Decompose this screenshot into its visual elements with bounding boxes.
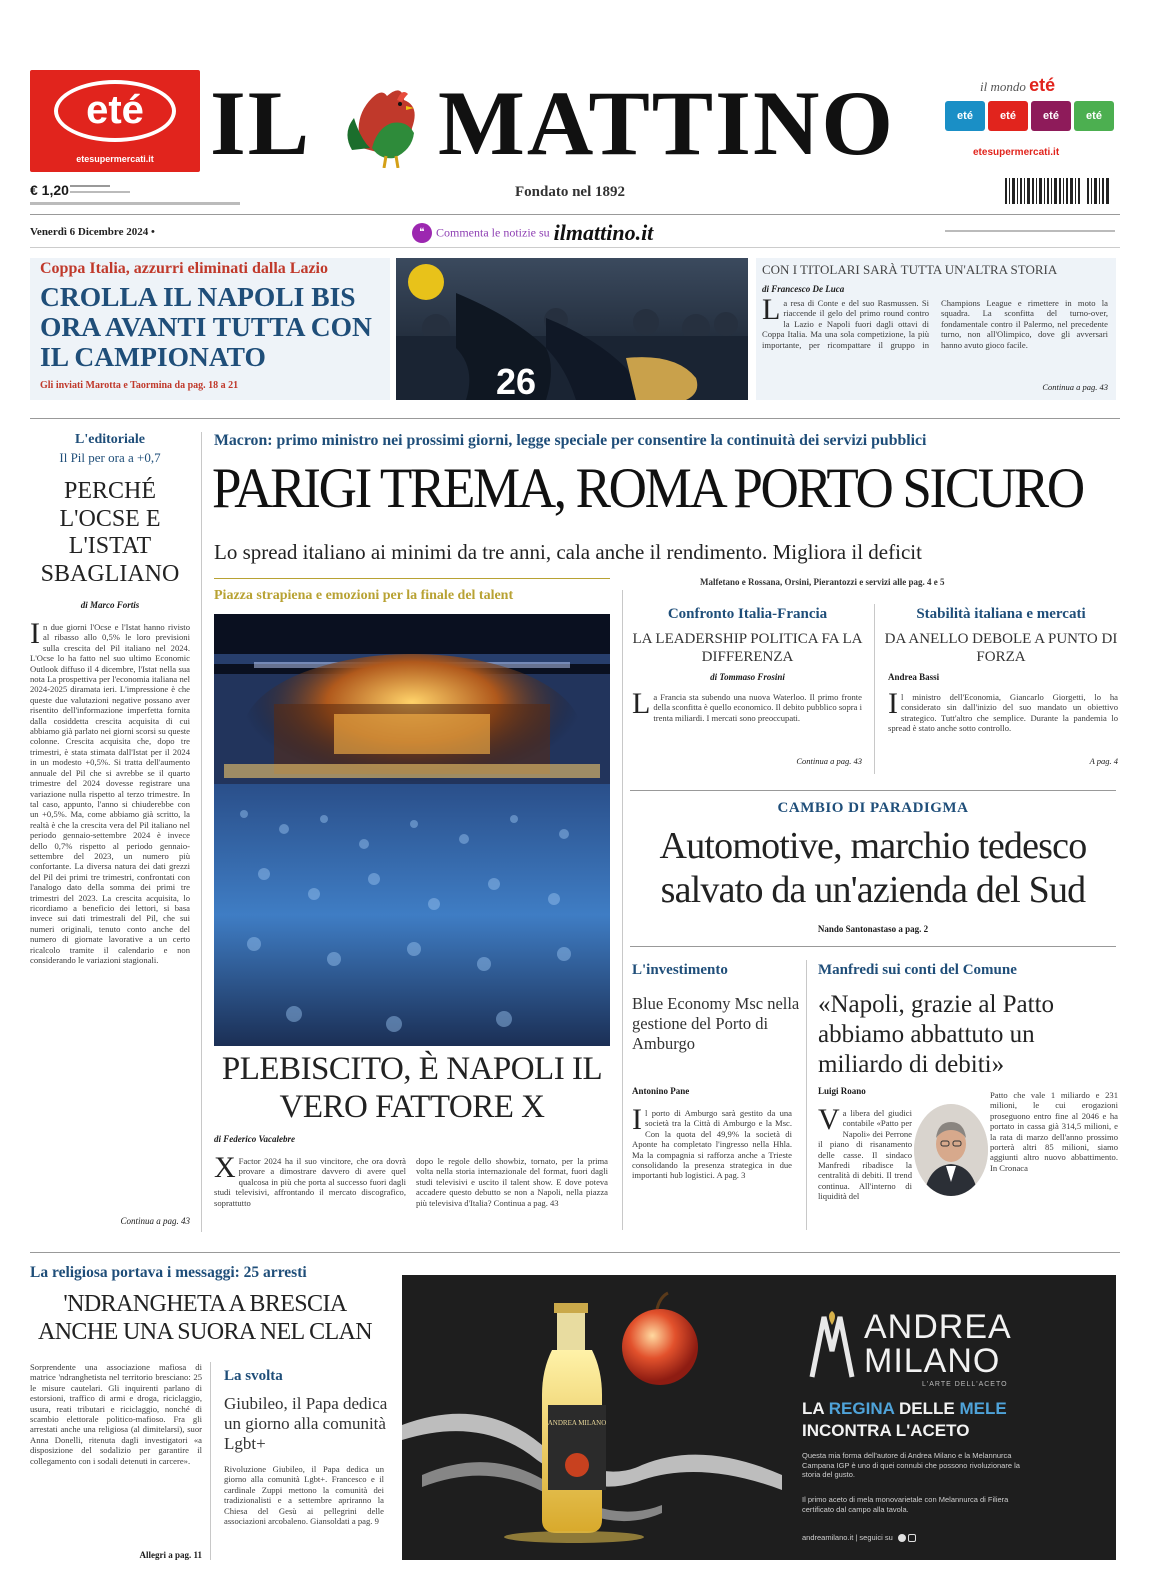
- manfredi-author: Luigi Roano: [818, 1086, 866, 1096]
- stability-body: Il ministro dell'Economia, Giancarlo Giorgetti, lo ha considerato sin dall'inizio del suo mandato un obiettivo strategico. Tutt'altro che semplice. Durante la pandemia lo spread è stato anche sotto controllo.: [888, 692, 1118, 734]
- concert-body-left: XFactor 2024 ha il suo vincitore, che ora dovrà provare a dimostrare davvero di avere quel qualcosa in più che porta al successo fuori dagli studi televisivi, affrontando il mercato discografico, soprattutto: [214, 1156, 406, 1208]
- mini-logo-ete-purple: eté: [1031, 101, 1071, 131]
- investment-divider: [806, 960, 807, 1230]
- ad-slogan-la: LA: [802, 1399, 829, 1418]
- facebook-icon[interactable]: [898, 1534, 906, 1542]
- sport-side-continue[interactable]: Continua a pag. 43: [1042, 382, 1108, 392]
- sport-kicker: Coppa Italia, azzurri eliminati dalla Lazio: [40, 260, 328, 277]
- comment-icon: ❝: [412, 223, 432, 243]
- ad-slogan-regina: REGINA: [828, 1399, 895, 1418]
- ndrangheta-continue[interactable]: Allegri a pag. 11: [139, 1550, 202, 1560]
- jersey-number: 26: [496, 361, 537, 400]
- concert-headline[interactable]: PLEBISCITO, È NAPOLI IL VERO FATTORE X: [221, 1051, 603, 1125]
- ad-footer-text: andreamilano.it | seguici su: [802, 1533, 893, 1542]
- concert-photo: [214, 614, 610, 1046]
- automotive-bottom-rule: [630, 946, 1116, 947]
- ad-footer: [802, 1533, 1032, 1542]
- editorial-kicker: L'editoriale: [75, 432, 145, 447]
- comment-site-link[interactable]: ilmattino.it: [553, 220, 654, 245]
- ad-slogan-line2: INCONTRA L'ACETO: [802, 1421, 970, 1440]
- promo-label: il mondo: [980, 79, 1026, 94]
- ete-site: etesupermercati.it: [76, 154, 154, 164]
- concert-divider: [622, 590, 623, 1230]
- stability-author: Andrea Bassi: [888, 672, 940, 682]
- france-title[interactable]: LA LEADERSHIP POLITICA FA LA DIFFERENZA: [632, 631, 863, 665]
- editorial-continue[interactable]: Continua a pag. 43: [120, 1216, 190, 1226]
- football-scene: [396, 258, 748, 400]
- editorial-subkicker: Il Pil per ora a +0,7: [59, 450, 161, 465]
- ad-body-2: Il primo aceto di mela monovarietale con Melannurca di Filiera certificato dal campo alla tavola.: [802, 1495, 1009, 1514]
- automotive-rule: [630, 790, 1116, 791]
- svolta-kicker: La svolta: [224, 1368, 283, 1384]
- editorial-divider: [201, 432, 202, 1232]
- concert-kicker: Piazza strapiena e emozioni per la finale del talent: [214, 588, 514, 603]
- france-kicker: Confronto Italia-Francia: [667, 606, 828, 622]
- ad-body: Questa mia forma dell'autore di Andrea Milano e la Melannurca Campana IGP è uno di quei connubi che possono rivoluzionare la storia del gusto.: [802, 1451, 1020, 1479]
- ad-brand-top: ANDREA: [864, 1308, 1012, 1346]
- main-kicker: Macron: primo ministro nei prossimi giorni, legge speciale per consentire la continuità dei servizi pubblici: [214, 432, 927, 449]
- mini-logo-ete-red: eté: [988, 101, 1028, 131]
- france-author: di Tommaso Frosini: [710, 672, 785, 682]
- banner-rule: [30, 418, 1120, 419]
- manfredi-body-left: Va libera del giudici contabile «Patto per Napoli» dei Perrone il piano di risanamento delle casse. Il sindaco Manfredi ribadisce la centralità di debiti. Il trend continua. All'interno di liquidità del: [818, 1108, 912, 1202]
- date-rule: [30, 247, 1120, 248]
- masthead-rule: [30, 214, 1120, 215]
- ad-brand-tag: L'ARTE DELL'ACETO: [922, 1381, 1008, 1388]
- sport-side-body: La resa di Conte e del suo Rasmussen. Si riaccende il gelo del primo round contro la Lazio e Napoli fuori dagli ottavi di Coppa Italia. Ma una sola competizione, la più importante, per ricompattare il gruppo in Champions League e rimettere in moto la squadra. La sconfitta del turno-over, fondamentale contro il Palermo, nel precedente turno, non all'Olimpico, dove gli avversari hanno avuto gioco facile.: [762, 298, 1108, 350]
- stability-continue[interactable]: A pag. 4: [1089, 756, 1118, 766]
- lower-section-rule: [30, 1252, 1120, 1253]
- ad-slogan-line1: [802, 1399, 1102, 1419]
- ad-slogan-delle: DELLE: [894, 1399, 960, 1418]
- concert-rule: [214, 578, 610, 579]
- svolta-title[interactable]: Giubileo, il Papa dedica un giorno alla comunità Lgbt+: [224, 1394, 388, 1453]
- masthead-mattino: MATTINO: [438, 72, 895, 174]
- france-continue[interactable]: Continua a pag. 43: [796, 756, 862, 766]
- sport-refs: Gli inviati Marotta e Taormina da pag. 18 a 21: [40, 380, 239, 391]
- sport-side-title: CON I TITOLARI SARÀ TUTTA UN'ALTRA STORIA: [762, 262, 1058, 277]
- investment-title[interactable]: Blue Economy Msc nella gestione del Porto di Amburgo: [632, 994, 800, 1053]
- ad-brand-bottom: MILANO: [864, 1342, 1001, 1380]
- ete-logo: eté: [54, 80, 176, 142]
- svolta-body: Rivoluzione Giubileo, il Papa dedica un giorno alla comunità Lgbt+. Francesco e il cardinale Zuppi mettono la comunità dei tradizionalisti e a settembre apriranno la Chiesa del Gesù ai pellegrini delle associazioni arcobaleno. Giansoldati a pag. 9: [224, 1464, 384, 1527]
- person-avatar-icon: [914, 1104, 988, 1196]
- ndrangheta-headline[interactable]: 'NDRANGHETA A BRESCIA ANCHE UNA SUORA NEL CLAN: [37, 1291, 373, 1345]
- editorial-title[interactable]: PERCHÉ L'OCSE E L'ISTAT SBAGLIANO: [40, 478, 180, 587]
- manfredi-portrait: [914, 1104, 988, 1196]
- investment-body: Il porto di Amburgo sarà gestito da una società tra la Città di Amburgo e la Msc. Con la quota del 49,9% la società di Aponte ha completato l'ingresso nella Hhla. Ma la compagnia si rafforza anche a Trieste consolidando la presenza strategica in due importanti hub logistici. A pag. 3: [632, 1108, 792, 1181]
- founded: Fondato nel 1892: [514, 184, 625, 200]
- plebiscito-stage-scene: [214, 614, 610, 1046]
- sport-side-author: di Francesco De Luca: [762, 284, 845, 294]
- france-body: La Francia sta subendo una nuova Waterloo. Il primo fronte della sconfitta è quello economico. Il debito pubblico sopra i trenta miliardi. I mercati sono preoccupati.: [632, 692, 862, 723]
- main-subhead: Lo spread italiano ai minimi da tre anni, cala anche il rendimento. Migliora il deficit: [214, 540, 922, 564]
- sport-banner[interactable]: [30, 258, 390, 400]
- editorial-body: In due giorni l'Ocse e l'Istat hanno rivisto al ribasso allo 0,5% le loro previsioni sulla crescita del Pil italiano nel 2024. L'Ocse lo ha fatto nel suo ultimo Economic Outlook diffuso il 4 dicembre, l'Istat nella sua nota La prospettiva per l'economia italiana nel 2024-2025 diramata ieri. L'impressione è che queste due valutazioni negative possano aver risentito dell'informazione imperfetta fornita dalla cosiddetta crescita acquisita di cui abbiamo già parlato nei giorni scorsi su queste colonne. Crescita acquisita che, dopo tre trimestri, è stata stimata dall'Istat per il 2024 in un modesto +0,5%. Si tratta dell'aumento annuale del Pil che si avrebbe se il quarto trimestre del 2024 dovesse registrare una variazione nulla rispetto al terzo trimestre. In tal caso, appunto, l'anno si chiuderebbe con un +0,5%. Ma, come abbiamo già scritto, la realtà è che la crescita vera del Pil italiano nel periodo gennaio-settembre 2024 è invece dello 0,7% rispetto al periodo gennaio-settembre del 2023, un numero più confortante. La diversa natura dei dati grezzi del Pil dei primi tre trimestri, confrontati con l'analogo dato della somma dei primi tre trimestri del 2023. La crescita acquisita, lo ricordiamo a beneficio dei lettori, si basa invece sui dati trimestrali del Pil, che sui numeri originali, tenuto conto anche del numero di giornate lavorative a un certo ricalcolo tramite il calendario e non considerando le variazioni stagionali.: [30, 622, 190, 965]
- ad-slogan-mele: MELE: [959, 1399, 1007, 1418]
- bottle-label: ANDREA MILANO: [547, 1419, 607, 1427]
- manfredi-kicker: Manfredi sui conti del Comune: [818, 962, 1017, 978]
- stability-kicker: Stabilità italiana e mercati: [916, 606, 1086, 622]
- ete-promo[interactable]: [945, 75, 1120, 165]
- concert-body-right: dopo le regole dello showbiz, tornato, per la prima volta nella storia internazionale del format, fuori dagli studi televisivi e uscito il talent show. E dove poteva accadere questo debutto se non a Napoli, nella piazza più televisiva d'Italia? Continua a pag. 43: [416, 1156, 608, 1208]
- svolta-divider: [210, 1362, 211, 1560]
- mini-logo-ete-blue: eté: [945, 101, 985, 131]
- main-headline[interactable]: PARIGI TREMA, ROMA PORTO SICURO: [212, 457, 1083, 520]
- ndrangheta-kicker: La religiosa portava i messaggi: 25 arresti: [30, 1264, 307, 1281]
- investment-author: Antonino Pane: [632, 1086, 690, 1096]
- stability-title[interactable]: DA ANELLO DEBOLE A PUNTO DI FORZA: [884, 631, 1118, 665]
- andrea-milano-ad[interactable]: [402, 1275, 1116, 1560]
- france-divider: [874, 604, 875, 774]
- masthead-il: IL: [210, 72, 312, 174]
- manfredi-body-right: Patto che vale 1 miliardo e 231 milioni, le cui erogazioni proseguono entro fine al 2046 e ha portato in cassa già 314,5 milioni, e la rata di marzo dell'anno prossimo porterà altri 85 milioni, siamo aggiunti altro nuovo abbattimento. In Cronaca: [990, 1090, 1118, 1173]
- promo-brand: eté: [1029, 75, 1056, 95]
- apple-vinegar-bottle-visual: [402, 1275, 802, 1560]
- legal-line: [30, 202, 240, 205]
- masthead: [210, 72, 935, 174]
- andrea-milano-logo-icon: [802, 1311, 862, 1381]
- main-credits: Malfetano e Rossana, Orsini, Pierantozzi e servizi alle pag. 4 e 5: [700, 577, 945, 587]
- sport-headline[interactable]: CROLLA IL NAPOLI BIS ORA AVANTI TUTTA CON IL CAMPIONATO: [40, 281, 372, 372]
- mini-logo-ete-green: eté: [1074, 101, 1114, 131]
- ndrangheta-body: Sorprendente una associazione mafiosa di matrice 'ndranghetista nel territorio bresciano: 25 le misure cautelari. Gli inquirenti parlano di estorsioni, traffico di armi e droga, riciclaggio, usura, reati tributari e riciclaggio, nonché di scambio elettorale politico-mafioso. Fra gli arrestati anche una religiosa (al dimitelarsi), suor Anna Donelli, ritenuta dagli investigatori «a disposizione del sodalizio per garantire il collegamento con i sodali detenuti in carcere».: [30, 1362, 202, 1466]
- automotive-credit: Nando Santonastaso a pag. 2: [817, 924, 929, 934]
- manfredi-headline[interactable]: «Napoli, grazie al Patto abbiamo abbattuto un miliardo di debiti»: [818, 991, 1055, 1078]
- automotive-kicker: CAMBIO DI PARADIGMA: [777, 800, 969, 816]
- instagram-icon[interactable]: [908, 1534, 916, 1542]
- edition-fine-print: [70, 182, 270, 202]
- promo-site: etesupermercati.it: [973, 147, 1060, 158]
- sport-photo: [396, 258, 748, 400]
- ete-logo-box[interactable]: [30, 70, 200, 172]
- concert-author: di Federico Vacalebre: [214, 1134, 295, 1144]
- automotive-headline[interactable]: Automotive, marchio tedesco salvato da un'azienda del Sud: [659, 825, 1087, 911]
- price: € 1,20: [30, 182, 69, 198]
- contact-fine-print: [945, 230, 1115, 232]
- comment-prompt: Commenta le notizie su: [436, 225, 550, 240]
- sport-commentary[interactable]: [756, 258, 1116, 400]
- editorial-author: di Marco Fortis: [80, 600, 140, 610]
- rooster-icon: [342, 78, 438, 168]
- barcode-icon: [1005, 178, 1115, 206]
- investment-kicker: L'investimento: [632, 962, 728, 978]
- comment-promo[interactable]: [412, 220, 653, 244]
- issue-date: Venerdì 6 Dicembre 2024 •: [30, 226, 155, 238]
